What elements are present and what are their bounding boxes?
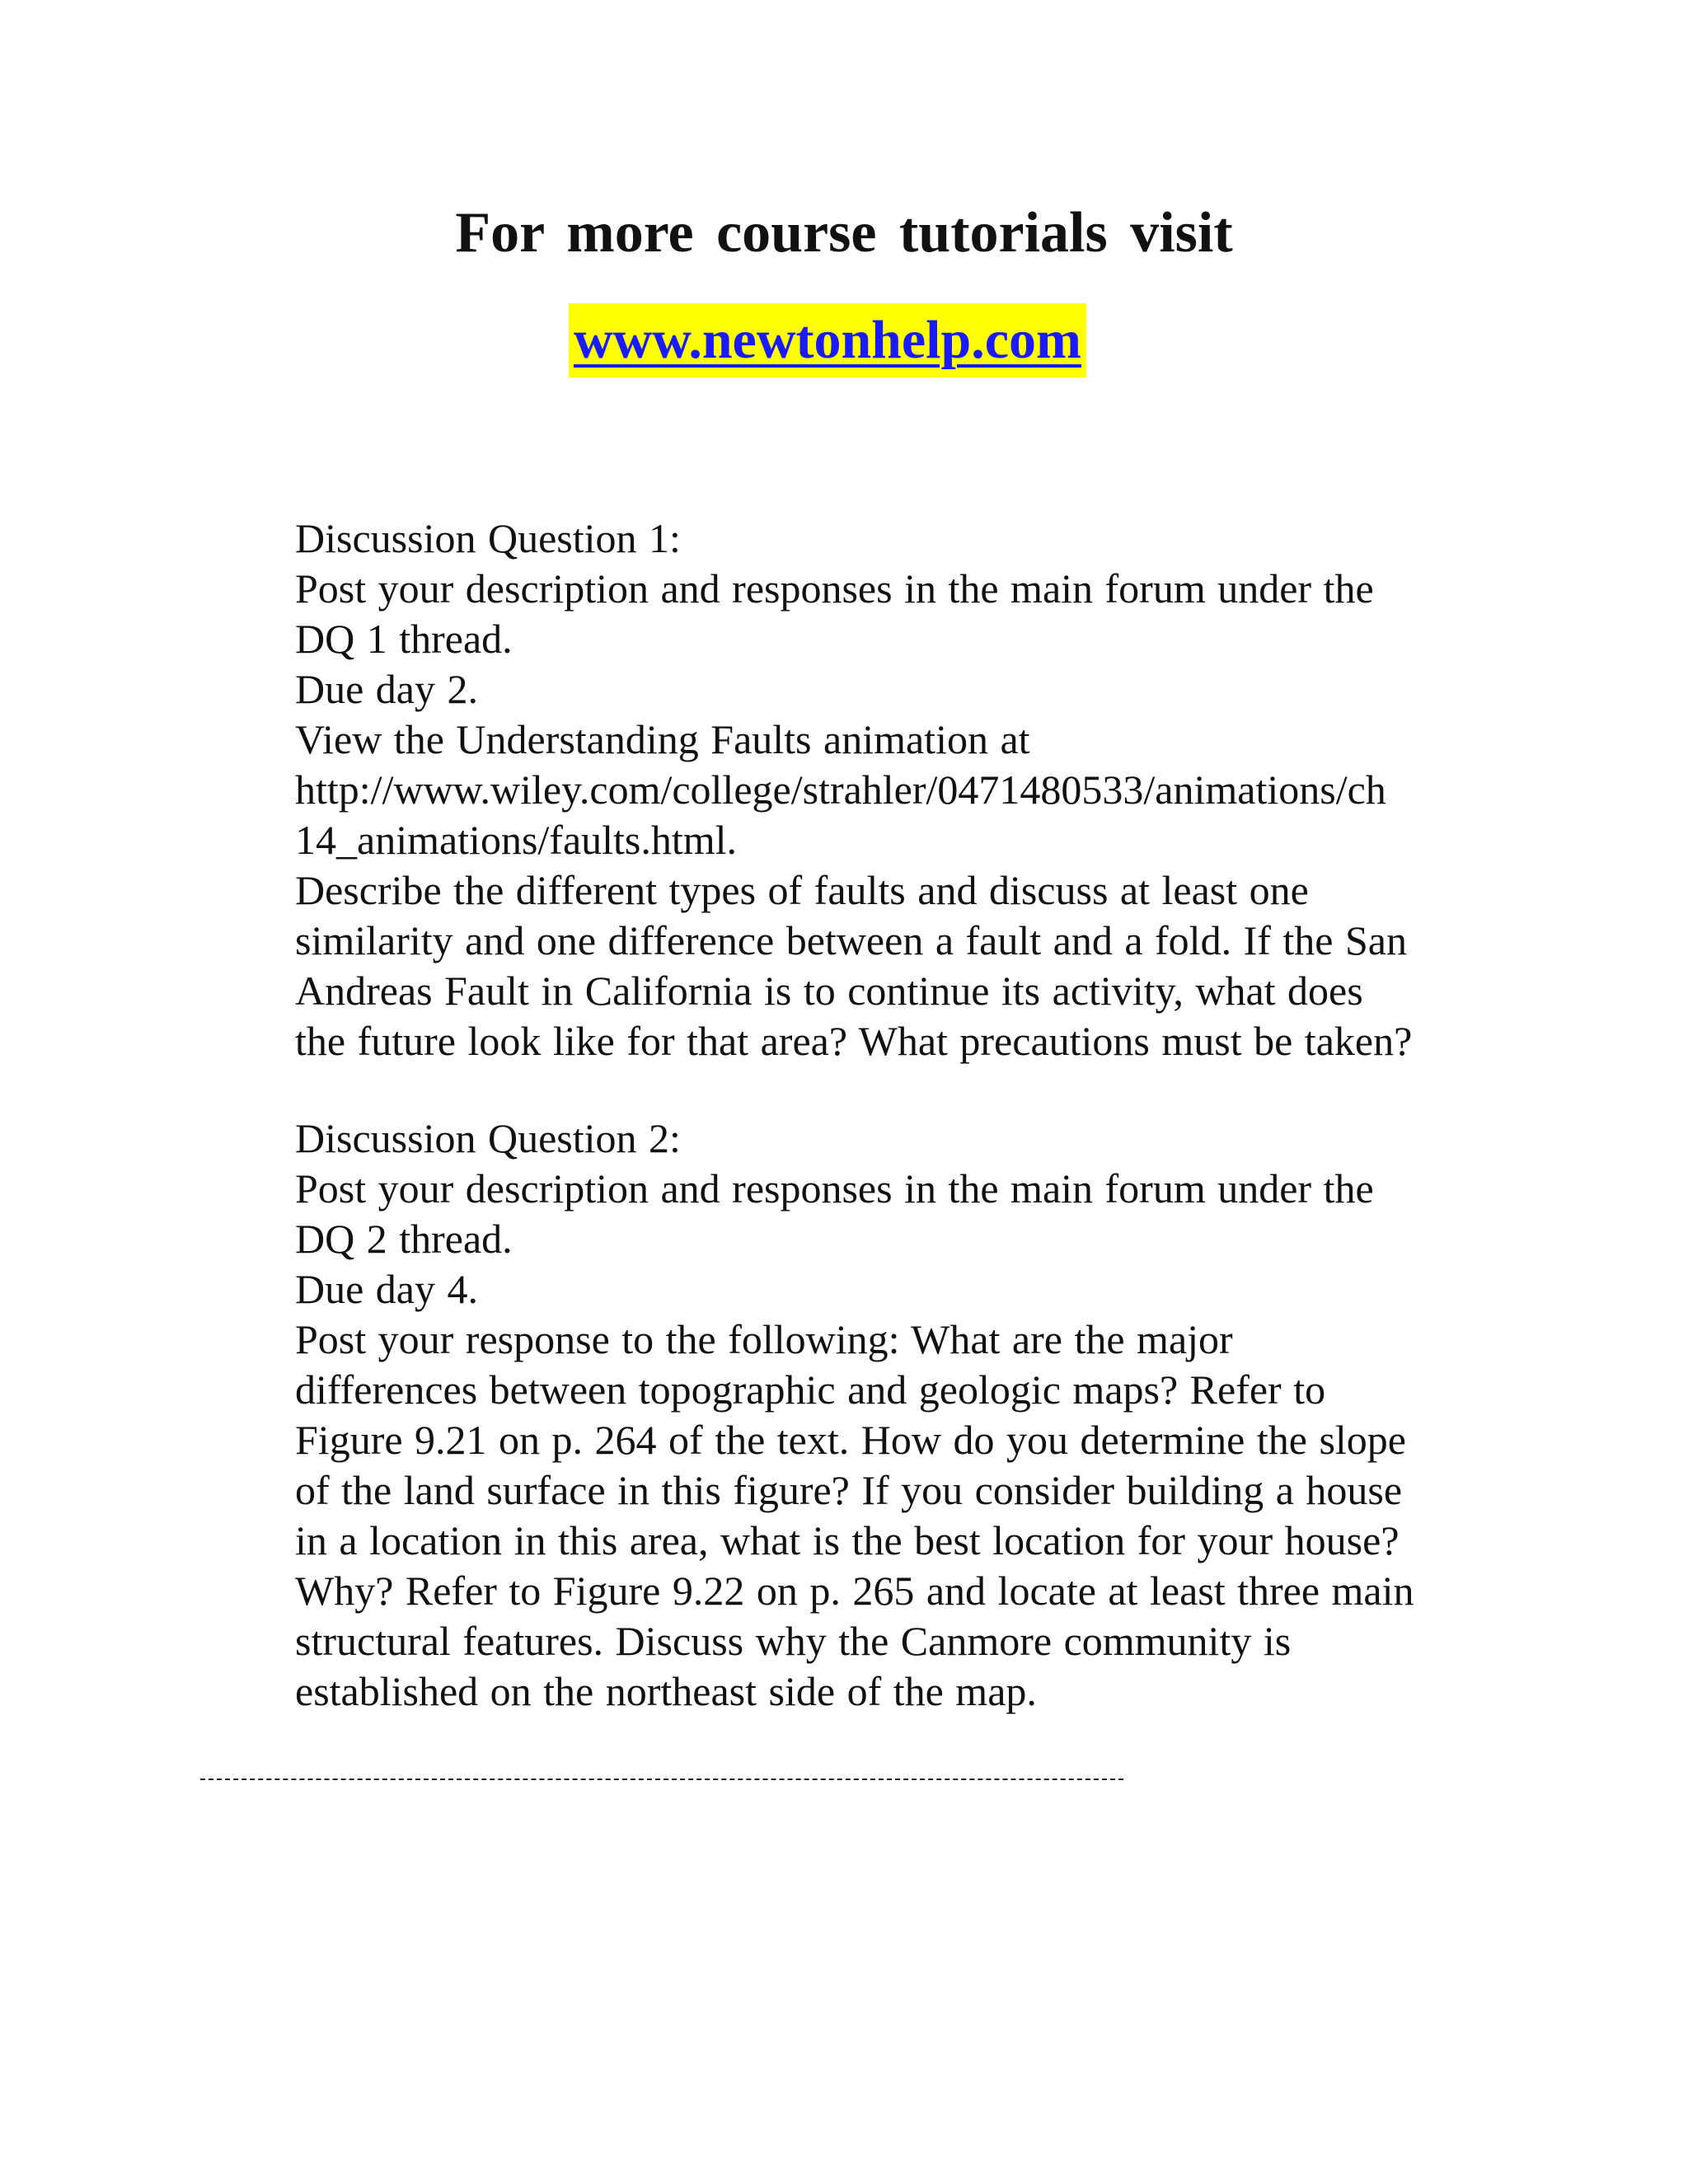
- text-line: http://www.wiley.com/college/strahler/0471480533/animations/ch: [295, 766, 1386, 813]
- text-line: structural features. Discuss why the Canmore community is: [295, 1618, 1292, 1664]
- text-line: Post your description and responses in the main forum under the: [295, 1165, 1374, 1212]
- dashed-divider: [200, 1779, 1123, 1780]
- text-line: DQ 1 thread.: [295, 616, 513, 662]
- text-line: in a location in this area, what is the best location for your house?: [295, 1517, 1400, 1563]
- text-line: established on the northeast side of the map.: [295, 1668, 1037, 1714]
- text-line: Andreas Fault in California is to continue its activity, what does: [295, 968, 1363, 1014]
- text-line: Describe the different types of faults and discuss at least one: [295, 867, 1309, 913]
- discussion-question-1: [295, 513, 1474, 1066]
- text-line: differences between topographic and geologic maps? Refer to: [295, 1366, 1326, 1413]
- text-line: Post your response to the following: What are the major: [295, 1316, 1233, 1362]
- text-line: similarity and one difference between a fault and a fold. If the San: [295, 917, 1407, 963]
- text-line: of the land surface in this figure? If you consider building a house: [295, 1467, 1403, 1513]
- text-line: Due day 2.: [295, 666, 478, 712]
- text-line: DQ 2 thread.: [295, 1216, 513, 1262]
- section-heading: Discussion Question 2:: [295, 1115, 681, 1161]
- page-title: For more course tutorials visit: [455, 201, 1233, 265]
- text-line: View the Understanding Faults animation at: [295, 716, 1030, 762]
- text-line: Why? Refer to Figure 9.22 on p. 265 and locate at least three main: [295, 1568, 1414, 1614]
- text-line: Due day 4.: [295, 1266, 478, 1312]
- text-line: 14_animations/faults.html.: [295, 817, 738, 863]
- section-heading: Discussion Question 1:: [295, 515, 681, 561]
- website-link[interactable]: www.newtonhelp.com: [569, 303, 1086, 377]
- discussion-question-2: [295, 1113, 1474, 1717]
- link-container: [0, 303, 1655, 377]
- text-line: Post your description and responses in the main forum under the: [295, 565, 1374, 612]
- text-line: Figure 9.21 on p. 264 of the text. How do you determine the slope: [295, 1417, 1406, 1463]
- text-line: the future look like for that area? What precautions must be taken?: [295, 1018, 1413, 1064]
